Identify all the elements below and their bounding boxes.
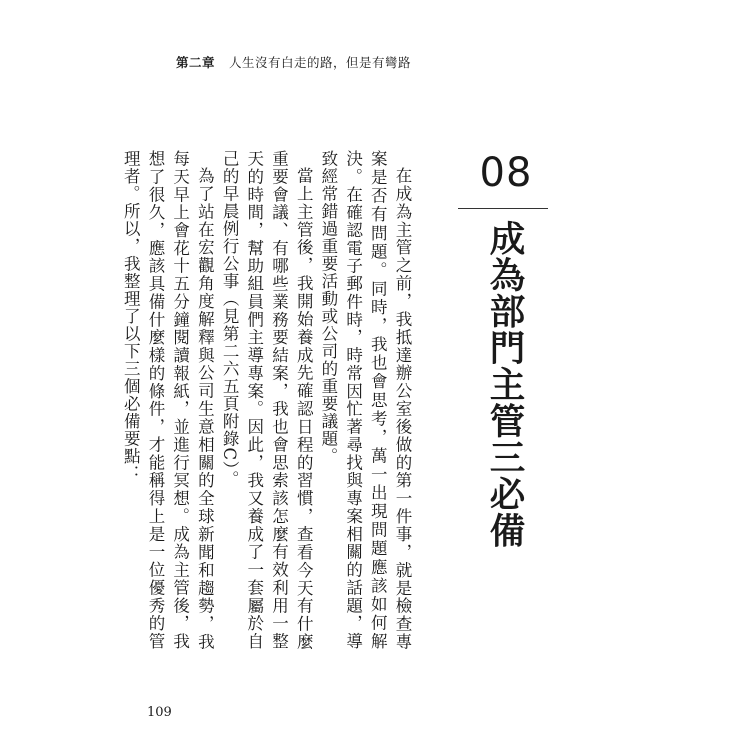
running-header bbox=[176, 53, 411, 71]
section-divider bbox=[458, 208, 548, 209]
body-paragraph: 為了站在宏觀角度解釋與公司生意相關的全球新聞和趨勢，我每天早上會花十五分鐘閱讀報紙，並進行冥想。成為主管後，我想了很久，應該具備什麼樣的條件，才能稱得上是一位優秀的管理者。所以，我整理了以下三個必備要點： bbox=[121, 150, 215, 650]
body-paragraph: 在成為主管之前，我抵達辦公室後做的第一件事，就是檢查專案是否有問題。同時，我也會思考，萬一出現問題應該如何解決。在確認電子郵件時，時常因忙著尋找與專案相關的話題，導致經常錯過重要活動或公司的重要議題。 bbox=[318, 150, 412, 650]
body-paragraph: 當上主管後，我開始養成先確認日程的習慣，查看今天有什麼重要會議、有哪些業務要結案，我也會思索該怎麼有效利用一整天的時間，幫助組員們主導專案。因此，我又養成了一套屬於自己的早晨例行公事（見第二六五頁附錄C）。 bbox=[220, 150, 314, 650]
section-number: 08 bbox=[479, 150, 533, 196]
section-title: 成為部門主管三必備 bbox=[484, 220, 525, 549]
page-number: 109 bbox=[147, 705, 172, 720]
body-text bbox=[121, 150, 414, 650]
running-header-title: 人生沒有白走的路，但是有彎路 bbox=[229, 55, 412, 70]
running-header-chapter: 第二章 bbox=[176, 55, 216, 70]
